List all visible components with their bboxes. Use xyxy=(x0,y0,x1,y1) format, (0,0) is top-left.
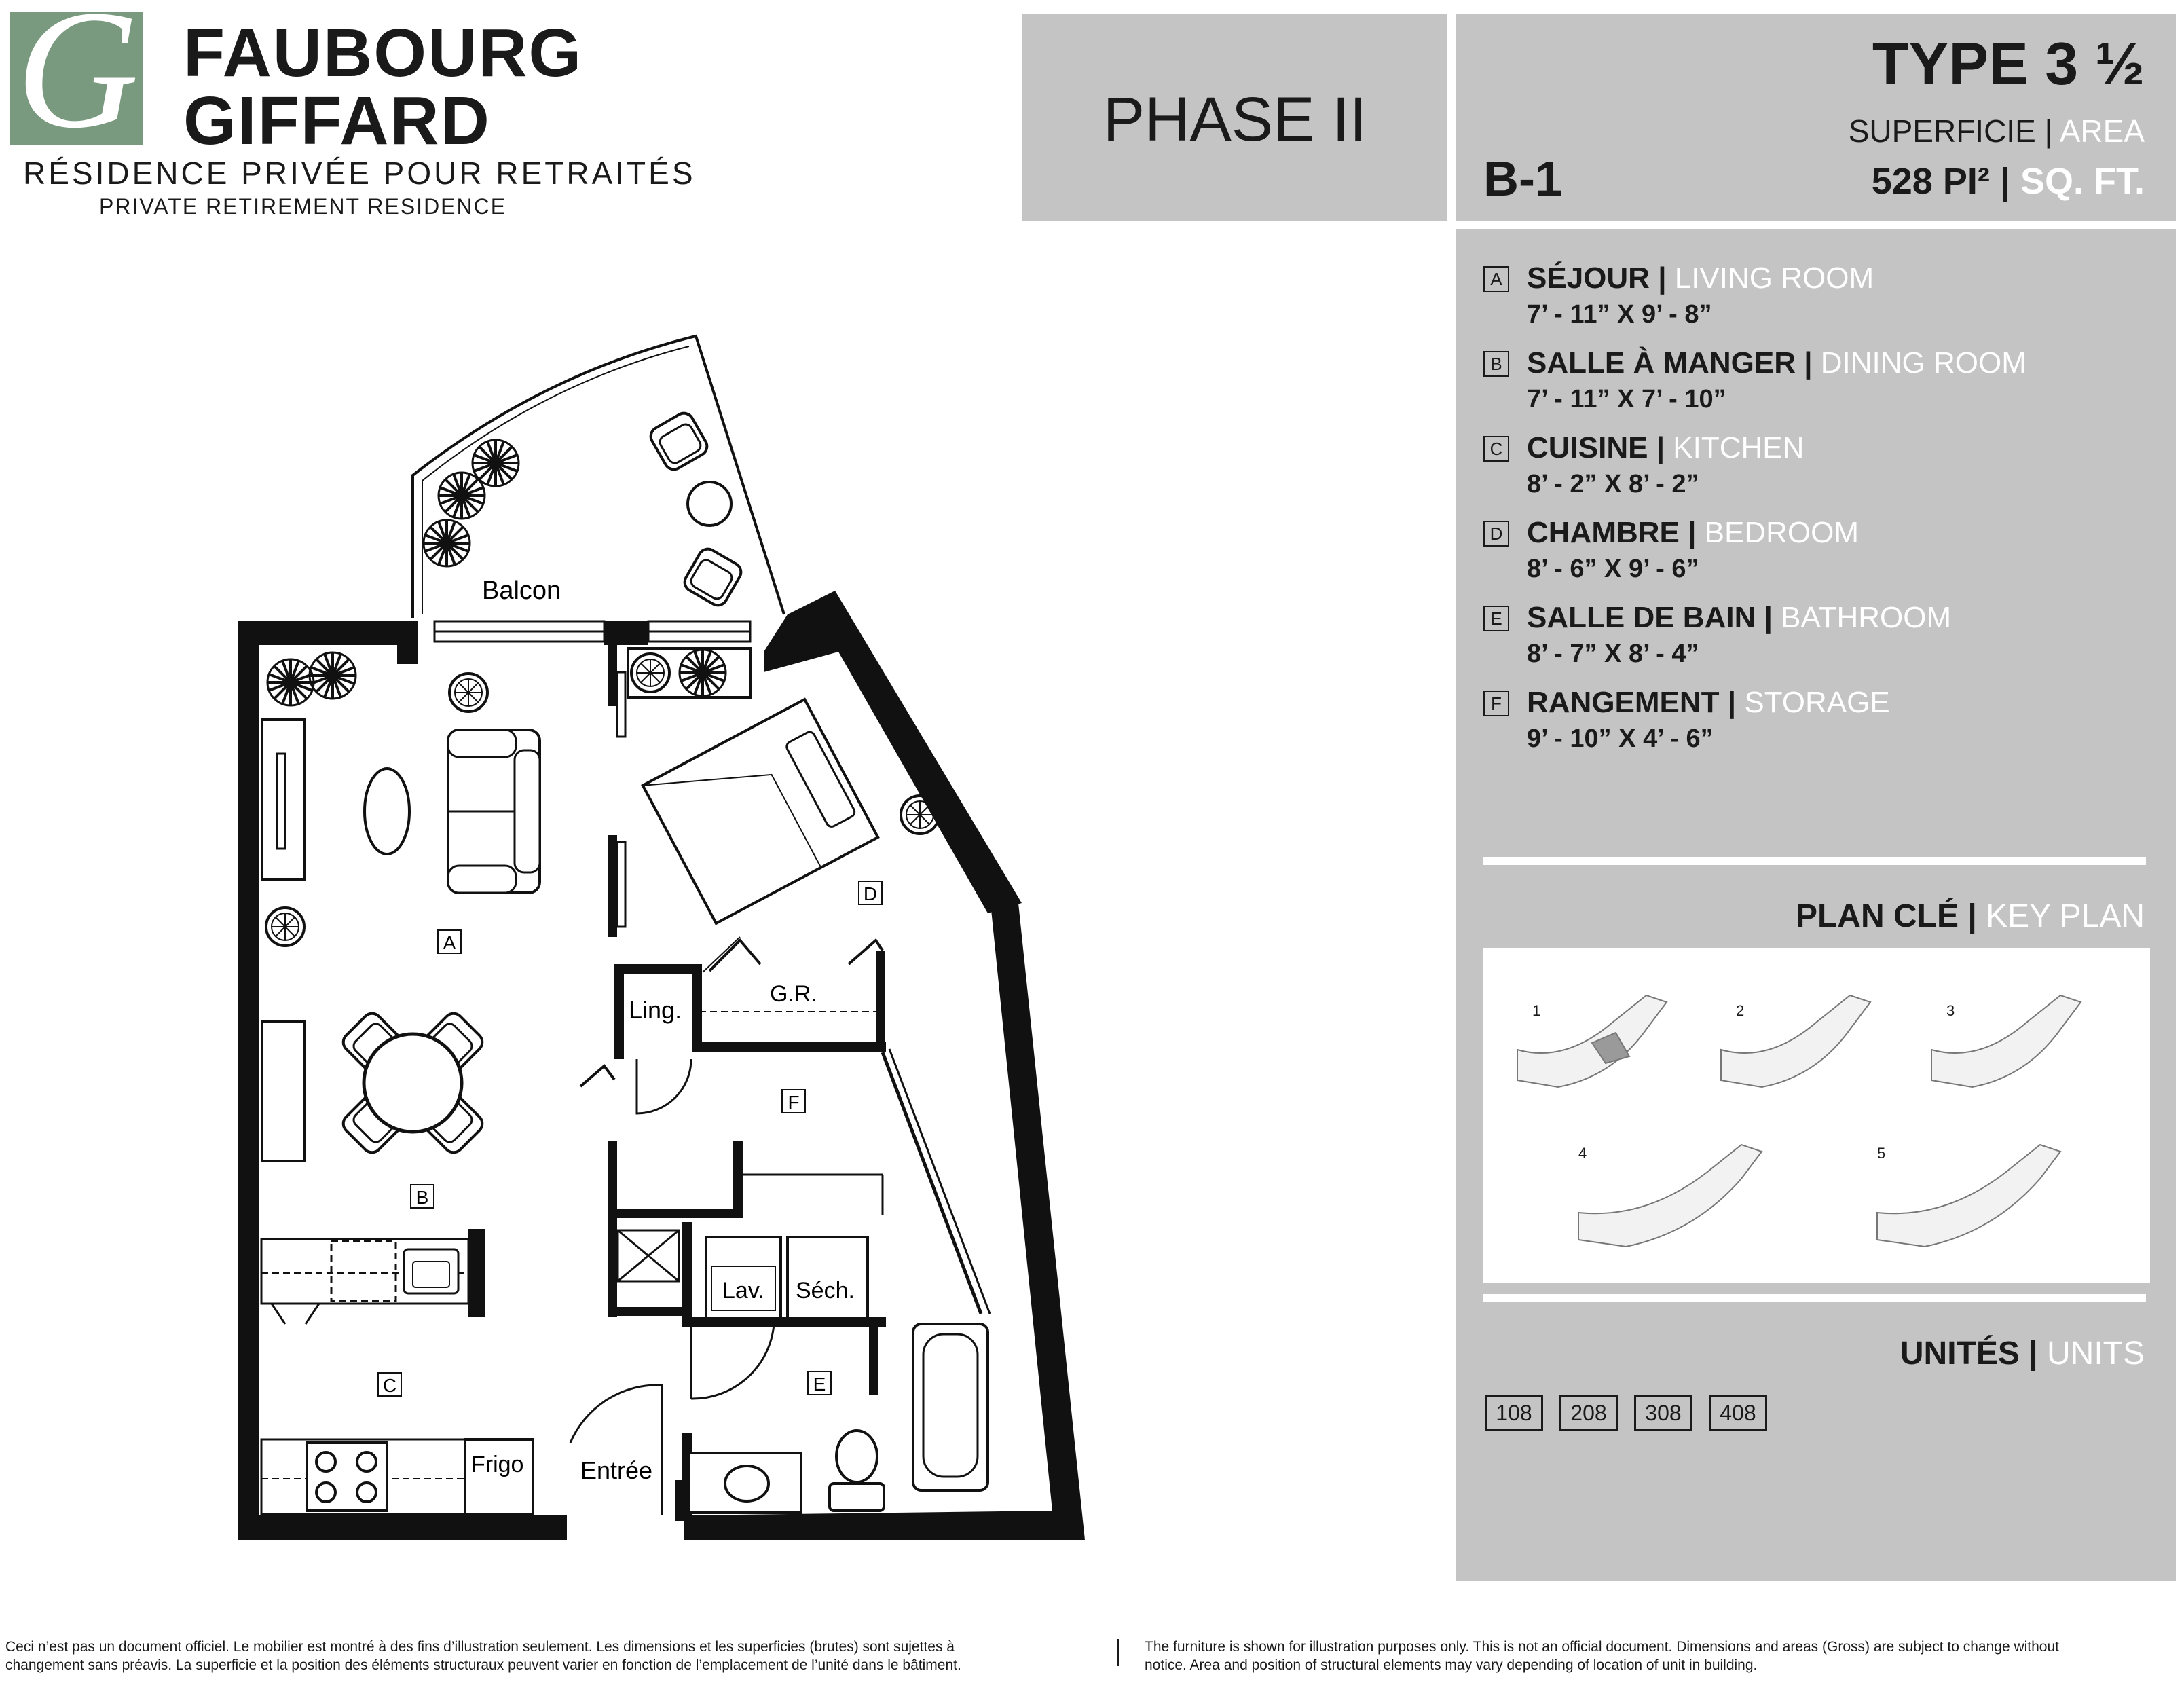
room-dimensions: 7’ - 11” X 9’ - 8” xyxy=(1527,300,1712,329)
plant-icon xyxy=(424,520,470,566)
linen-label: Ling. xyxy=(629,996,682,1024)
phase-label: PHASE II xyxy=(1103,85,1367,154)
room-name xyxy=(1527,602,1951,634)
unit-chip[interactable]: 108 xyxy=(1485,1395,1543,1431)
keyplan-floor-label: 5 xyxy=(1877,1145,1886,1162)
lamp-icon xyxy=(449,674,487,712)
room-name-fr: CHAMBRE xyxy=(1527,516,1680,549)
area-label-en: AREA xyxy=(2059,113,2145,149)
sofa xyxy=(448,730,540,893)
type-box xyxy=(1456,14,2176,221)
disclaimer-fr-line1: Ceci n’est pas un document officiel. Le mobilier est montré à des fins d’illustration seulement. Les dimensions et les superficies (brutes) sont sujettes à xyxy=(5,1639,955,1655)
unit-chip[interactable]: 208 xyxy=(1559,1395,1618,1431)
keyplan-floor-label: 4 xyxy=(1578,1145,1587,1162)
room-name-fr: SALLE À MANGER xyxy=(1527,346,1796,380)
room-name xyxy=(1527,432,1804,464)
lamp-icon xyxy=(266,908,304,946)
separator: | xyxy=(1658,261,1667,295)
plant-icon xyxy=(680,650,726,696)
bathroom-sink-icon xyxy=(725,1466,769,1501)
sideboard xyxy=(262,1022,304,1161)
room-name-en: KITCHEN xyxy=(1673,431,1804,464)
separator: | xyxy=(1804,346,1813,380)
lamp-icon xyxy=(631,654,669,692)
unit-chip[interactable]: 408 xyxy=(1709,1395,1767,1431)
room-dimensions: 8’ - 6” X 9’ - 6” xyxy=(1527,555,1699,583)
room-dimensions: 9’ - 10” X 4’ - 6” xyxy=(1527,724,1714,753)
units-title xyxy=(1900,1338,2145,1370)
disclaimer-fr xyxy=(5,1638,961,1674)
keyplan-title-en: KEY PLAN xyxy=(1986,898,2145,934)
room-name-fr: SALLE DE BAIN xyxy=(1527,601,1756,634)
room-name-en: DINING ROOM xyxy=(1820,346,2026,380)
plant-icon xyxy=(267,659,314,705)
room-name xyxy=(1527,262,1874,295)
unit-chip[interactable]: 308 xyxy=(1634,1395,1692,1431)
room-tag-f: F xyxy=(788,1092,800,1113)
room-letter: D xyxy=(1483,521,1509,547)
wall-pier xyxy=(604,621,648,645)
separator: | xyxy=(1764,601,1773,634)
chair-icon xyxy=(682,546,745,609)
info-panel xyxy=(1456,229,2176,1581)
room-name-fr: CUISINE xyxy=(1527,431,1648,464)
bed xyxy=(643,699,878,923)
room-name xyxy=(1527,686,1890,719)
entry-door xyxy=(570,1385,662,1515)
disclaimer-fr-line2: changement sans préavis. La superficie et la position des éléments structuraux peuvent varier en fonction de l’emplacement de l’unité dans le bâtiment. xyxy=(5,1657,961,1673)
balcony-label: Balcon xyxy=(482,576,561,605)
room-name-en: STORAGE xyxy=(1744,686,1890,719)
lamp-icon xyxy=(901,796,939,834)
room-name xyxy=(1527,347,2026,380)
chair-icon xyxy=(648,410,711,473)
separator: | xyxy=(1727,686,1737,719)
windows xyxy=(434,621,750,642)
toilet-icon xyxy=(836,1431,877,1482)
room-tag-d: D xyxy=(863,883,878,904)
room-dimensions: 8’ - 7” X 8’ - 4” xyxy=(1527,640,1699,668)
brand-logo: G xyxy=(10,12,143,145)
floor-plan xyxy=(0,0,1154,1589)
keyplan-floor-4 xyxy=(1578,1145,1762,1247)
laundry xyxy=(618,1230,868,1319)
table-icon xyxy=(688,482,731,526)
room-letter: A xyxy=(1483,266,1509,292)
keyplan-floor-label: 2 xyxy=(1736,1002,1745,1019)
room-letter: F xyxy=(1483,691,1509,716)
room-letter: C xyxy=(1483,436,1509,462)
units-title-fr: UNITÉS xyxy=(1900,1336,2020,1371)
brand-tagline-en: PRIVATE RETIREMENT RESIDENCE xyxy=(99,194,507,219)
room-name-en: LIVING ROOM xyxy=(1674,261,1874,295)
divider xyxy=(1483,857,2146,865)
separator: | xyxy=(1688,516,1697,549)
room-tag-a: A xyxy=(443,932,456,953)
unit-code: B-1 xyxy=(1483,152,1563,206)
plant-icon xyxy=(310,652,356,699)
room-tag-c: C xyxy=(382,1375,397,1396)
room-name-en: BATHROOM xyxy=(1781,601,1952,634)
separator: | xyxy=(2029,1336,2038,1371)
disclaimer-en-line1: The furniture is shown for illustration purposes only. This is not an official document. Dimensions and areas (Gross) are subject to change without xyxy=(1145,1639,2060,1655)
keyplan-title-fr: PLAN CLÉ xyxy=(1795,898,1959,934)
room-name-en: BEDROOM xyxy=(1704,516,1859,549)
keyplan-floor-label: 1 xyxy=(1532,1002,1541,1019)
keyplan-floor-label: 3 xyxy=(1946,1002,1955,1019)
room-name-fr: SÉJOUR xyxy=(1527,261,1650,295)
brand-name-line1: FAUBOURG xyxy=(183,15,583,91)
area-value xyxy=(1872,163,2145,200)
keyplan-image xyxy=(1483,948,2150,1283)
unit-type: TYPE 3 ½ xyxy=(1872,30,2145,97)
fridge-label: Frigo xyxy=(471,1452,524,1477)
area-label xyxy=(1849,115,2145,147)
keyplan-floor-5 xyxy=(1877,1145,2060,1247)
brand-name-line2: GIFFARD xyxy=(183,83,491,159)
closet-label: G.R. xyxy=(770,981,817,1007)
units-title-en: UNITS xyxy=(2047,1336,2145,1371)
room-dimensions: 8’ - 2” X 8’ - 2” xyxy=(1527,470,1699,498)
separator: | xyxy=(1967,898,1977,934)
dining-set xyxy=(339,1010,486,1156)
dryer-label: Séch. xyxy=(796,1278,855,1304)
room-letter: E xyxy=(1483,606,1509,631)
room-tag-e: E xyxy=(813,1374,826,1395)
linen-closet xyxy=(580,996,691,1113)
room-dimensions: 7’ - 11” X 7’ - 10” xyxy=(1527,385,1726,413)
separator: | xyxy=(1656,431,1665,464)
entry-label: Entrée xyxy=(580,1456,653,1484)
bathroom xyxy=(689,1324,988,1513)
keyplan-title xyxy=(1796,900,2145,933)
washer-label: Lav. xyxy=(722,1278,764,1304)
disclaimer-en-line2: notice. Area and position of structural elements may vary depending of location of unit in building. xyxy=(1145,1657,1758,1673)
area-label-fr: SUPERFICIE xyxy=(1848,113,2036,149)
disclaimer-en xyxy=(1145,1638,2059,1674)
room-name xyxy=(1527,517,1859,549)
divider xyxy=(1483,1294,2146,1302)
area-unit-en: SQ. FT. xyxy=(2020,161,2145,202)
area-value-fr: 528 PI² xyxy=(1871,161,1990,202)
room-letter: B xyxy=(1483,351,1509,377)
separator: | xyxy=(2044,113,2053,149)
keyplan-drawing xyxy=(1483,948,2150,1283)
plant-icon xyxy=(473,440,519,486)
footer-divider xyxy=(1117,1639,1119,1666)
balcony xyxy=(413,336,784,618)
brand-tagline-fr: RÉSIDENCE PRIVÉE POUR RETRAITÉS xyxy=(23,155,696,191)
coffee-table xyxy=(365,769,409,854)
room-name-fr: RANGEMENT xyxy=(1527,686,1720,719)
separator: | xyxy=(1999,161,2010,202)
plant-icon xyxy=(439,473,485,519)
room-tag-b: B xyxy=(415,1187,429,1208)
